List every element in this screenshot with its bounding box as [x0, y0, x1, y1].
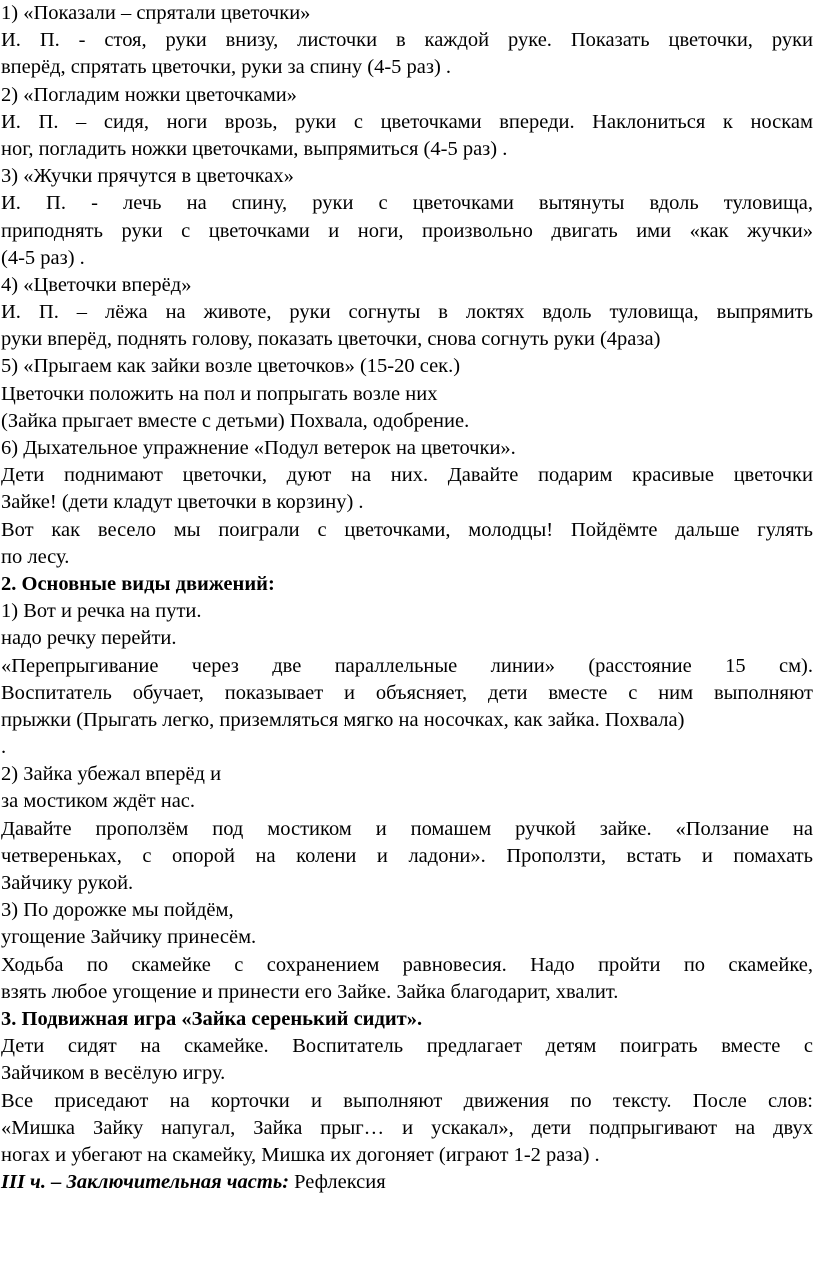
text-line [0, 1169, 813, 1196]
text-line [0, 1060, 813, 1087]
line-text: (4-5 раз) . [1, 246, 85, 269]
line-text: Все приседают на корточки и выполняют движения по тексту. После слов: [1, 1089, 813, 1112]
line-text: Зайчиком в весёлую игру. [1, 1062, 226, 1085]
section-heading: III ч. – Заключительная часть: [1, 1171, 290, 1194]
line-text: «Перепрыгивание через две параллельные линии» (расстояние 15 см). [1, 654, 813, 677]
text-line [0, 190, 813, 217]
line-text: Дети поднимают цветочки, дуют на них. Давайте подарим красивые цветочки [1, 464, 813, 487]
line-text: по лесу. [1, 545, 70, 568]
text-line [0, 435, 813, 462]
text-line [0, 1088, 813, 1115]
line-text: 2) Зайка убежал вперёд и [1, 763, 222, 786]
text-line [0, 218, 813, 245]
text-line [0, 843, 813, 870]
line-text: 6) Дыхательное упражнение «Подул ветерок на цветочки». [1, 437, 516, 459]
text-line [0, 761, 813, 788]
text-line [0, 653, 813, 680]
line-text: 2) «Погладим ножки цветочками» [1, 83, 297, 106]
line-text: Дети сидят на скамейке. Воспитатель предлагает детям поиграть вместе с [1, 1035, 813, 1058]
line-text: 5) «Прыгаем как зайки возле цветочков» (15-20 сек.) [1, 355, 461, 378]
text-line [0, 816, 813, 843]
text-line [0, 517, 813, 544]
text-line [0, 109, 813, 136]
line-text: Зайчику рукой. [1, 872, 134, 894]
text-line [0, 408, 813, 435]
text-line [0, 462, 813, 489]
text-line [0, 1115, 813, 1142]
line-text: И. П. – лёжа на животе, руки согнуты в локтях вдоль туловища, выпрямить [1, 301, 813, 324]
section-heading: 3. Подвижная игра «Зайка серенький сидит». [1, 1007, 423, 1030]
text-line [0, 299, 813, 326]
line-text: 1) Вот и речка на пути. [1, 600, 202, 623]
text-line [0, 897, 813, 924]
line-text: «Мишка Зайку напугал, Зайка прыг… и ускакал», дети подпрыгивают на двух [1, 1116, 813, 1139]
line-text: руки вперёд, поднять голову, показать цветочки, снова согнуть руки (4раза) [1, 328, 661, 351]
text-line [0, 245, 813, 272]
line-text: Давайте проползём под мостиком и помашем ручкой зайке. «Ползание на [1, 817, 813, 840]
text-line [0, 707, 813, 734]
line-text: . [1, 736, 7, 759]
line-text: 3) «Жучки прячутся в цветочках» [1, 165, 294, 188]
line-text: Воспитатель обучает, показывает и объясняет, дети вместе с ним выполняют [1, 681, 813, 704]
line-text: И. П. - лечь на спину, руки с цветочками вытянуты вдоль туловища, [1, 192, 813, 215]
text-line [0, 544, 813, 571]
text-line [0, 272, 813, 299]
line-text: Вот как весело мы поиграли с цветочками, молодцы! Пойдёмте дальше гулять [1, 518, 813, 541]
line-text: вперёд, спрятать цветочки, руки за спину (4-5 раз) . [1, 56, 452, 79]
text-line [0, 870, 813, 897]
text-line [0, 326, 813, 353]
text-line [0, 1033, 813, 1060]
line-text: приподнять руки с цветочками и ноги, произвольно двигать ими «как жучки» [1, 219, 813, 242]
line-text: Рефлексия [289, 1171, 386, 1194]
text-line [0, 598, 813, 625]
line-text: Цветочки положить на пол и попрыгать возле них [1, 382, 438, 405]
line-text: 1) «Показали – спрятали цветочки» [1, 2, 311, 24]
line-text: ногах и убегают на скамейку, Мишка их догоняет (играют 1-2 раза) . [1, 1143, 600, 1166]
text-line [0, 54, 813, 81]
text-line [0, 489, 813, 516]
text-line [0, 952, 813, 979]
text-line [0, 571, 813, 598]
line-text: ног, погладить ножки цветочками, выпрямиться (4-5 раз) . [1, 137, 508, 160]
line-text: 3) По дорожке мы пойдём, [1, 899, 234, 922]
text-line [0, 1142, 813, 1169]
text-line [0, 0, 813, 27]
text-line [0, 163, 813, 190]
text-line [0, 27, 813, 54]
section-heading: 2. Основные виды движений: [1, 572, 275, 595]
text-line [0, 82, 813, 109]
text-line [0, 680, 813, 707]
line-text: угощение Зайчику принесём. [1, 926, 257, 949]
line-text: надо речку перейти. [1, 627, 177, 650]
line-text: И. П. - стоя, руки внизу, листочки в каждой руке. Показать цветочки, руки [1, 29, 813, 52]
text-line [0, 625, 813, 652]
line-text: прыжки (Прыгать легко, приземляться мягко на носочках, как зайка. Похвала) [1, 708, 685, 731]
line-text: 4) «Цветочки вперёд» [1, 273, 192, 296]
text-line [0, 381, 813, 408]
text-line [0, 136, 813, 163]
line-text: Зайке! (дети кладут цветочки в корзину) . [1, 491, 364, 514]
line-text: Ходьба по скамейке с сохранением равновесия. Надо пройти по скамейке, [1, 953, 813, 976]
text-line [0, 734, 813, 761]
text-line [0, 979, 813, 1006]
line-text: (Зайка прыгает вместе с детьми) Похвала, одобрение. [1, 409, 470, 432]
line-text: четвереньках, с опорой на колени и ладони». Проползти, встать и помахать [1, 844, 813, 867]
line-text: И. П. – сидя, ноги врозь, руки с цветочками впереди. Наклониться к носкам [1, 110, 813, 133]
text-line [0, 353, 813, 380]
text-line [0, 924, 813, 951]
text-line [0, 1006, 813, 1033]
line-text: за мостиком ждёт нас. [1, 790, 196, 813]
line-text: взять любое угощение и принести его Зайке. Зайка благодарит, хвалит. [1, 980, 619, 1003]
text-line [0, 788, 813, 815]
